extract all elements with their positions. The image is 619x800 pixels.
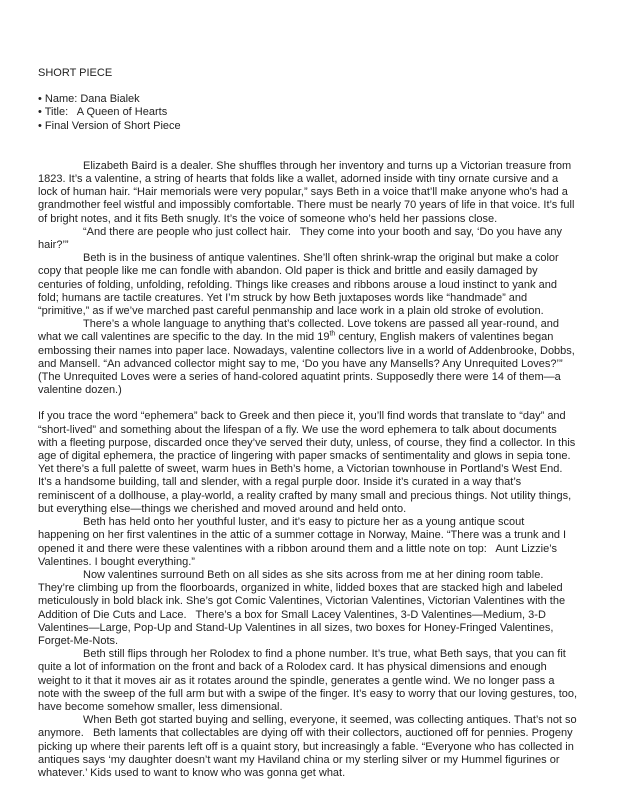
meta-line-version: • Final Version of Short Piece [38,119,181,132]
meta-line-title: • Title: A Queen of Hearts [38,106,168,119]
paragraph-4-pre: There’s a whole language to anything that’s collected. Love tokens are passed all year-round, and what we call valentines are specific to the day. In the mid 19 [38,318,563,344]
paragraph-5: If you trace the word “ephemera” back to Greek and then piece it, you’ll find words that translate to “day” and “short-lived” and something about the lifespan of a fly. We use the word ephemera to talk about documents with a fleeting purpose, discarded once they’ve served their duty, unless, of course, they find a collector. In this age of digital ephemera, the practice of lingering with paper smacks of sentimentality and glows in sepia tone. Yet there’s a full palette of sweet, warm hues in Beth’s home, a Victorian townhouse in Portland’s West End. It’s a handsome building, tall and slender, with a regal purple door. Inside it’s curated in a way that’s reminiscent of a dollhouse, a play-world, a reality crafted by many small and precious things. Not utility things, but everything else—things we cherished and moved around and held onto. [38,410,579,515]
paragraph-1: Elizabeth Baird is a dealer. She shuffles through her inventory and turns up a Victorian treasure from 1823. It’s a valentine, a string of hearts that folds like a wallet, adorned inside with tiny ornate cursive and a lock of human hair. “Hair memorials were very popular,” says Beth in a voice that’ll make anyone who’s had a grandmother feel wistful and impossibly comfortable. There must be nearly 70 years of life in that voice. It’s full of bright notes, and it fits Beth snugly. It’s the voice of someone who’s held her passions close. [38,159,578,225]
document-body [38,67,581,780]
meta-line-name: • Name: Dana Bialek [38,93,140,106]
paragraph-7: Now valentines surround Beth on all sides as she sits across from me at her dining room table. They’re climbing up from the floorboards, organized in white, lidded boxes that are stacked high and labeled meticulously in bold black ink. She’s got Comic Valentines, Victorian Valentines, Victorian Valentines with the Addition of Die Cuts and Lace. There’s a box for Small Lacey Valentines, 3-D Valentines—Medium, 3-D Valentines—Large, Pop-Up and Stand-Up Valentines in all sizes, two boxes for Honey-Fringed Valentines, Forget-Me-Nots. [38,568,568,647]
paragraph-2: “And there are people who just collect hair. They come into your booth and say, ‘Do you have any hair?’” [38,225,566,252]
paragraph-9: When Beth got started buying and selling, everyone, it seemed, was collecting antiques. That’s not so anymore. Beth laments that collectables are dying off with their collectors, auctioned off for pennies. Progeny picking up where their parents left off is a quaint story, but increasingly a fable. “Everyone who has collected in antiques says ‘my daughter doesn’t want my Haviland china or my sterling silver or my Hummel figurines or whatever.’ Kids used to want to know who was gonna get what. [38,714,580,779]
paragraph-4-post: century, English makers of valentines began embossing their names into paper lace. Nowadays, valentine collectors live in a world of Addenbrooke, Dobbs, and Mansell. “An advanced collector might say to me, ‘Do you have any Mansells? Any Unrequited Loves?’” (The Unrequited Loves were a series of hand-colored aquatint prints. Supposedly there were 14 of them—a valentine dozen.) [38,331,578,397]
ordinal-superscript: th [329,330,336,338]
paragraph-4 [38,318,578,397]
paragraph-3: Beth is in the business of antique valentines. She’ll often shrink-wrap the original but make a color copy that people like me can fondle with abandon. Old paper is thick and brittle and easily damaged by centuries of folding, unfolding, refolding. Things like creases and ribbons arouse a loud instinct to yank and fold; humans are tactile creatures. Yet I’m struck by how Beth juxtaposes words like “handmade” and “primitive,” as if we’ve marched past careful penmanship and lace work in a plain old stroke of evolution. [38,252,562,318]
document-meta-block [38,93,578,133]
paragraph-6: Beth has held onto her youthful luster, and it’s easy to picture her as a young antique scout happening on her first valentines in the attic of a summer cottage in Norway, Maine. “There was a trunk and I opened it and there were these valentines with a ribbon around them and a little note on top: Aunt Lizzie’s Valentines. I bought everything.” [38,516,570,568]
document-heading: SHORT PIECE [38,67,113,79]
paragraph-8: Beth still flips through her Rolodex to find a phone number. It’s true, what Beth says, that you can fit quite a lot of information on the front and back of a Rolodex card. It has physical dimensions and enough weight to it that it moves air as it rotates around the spindle, generates a gentle wind. We no longer pass a note with the sweep of the full arm but with a swipe of the finger. It’s easy to worry that our loving gestures, too, have become somehow smaller, less dimensional. [38,648,581,713]
